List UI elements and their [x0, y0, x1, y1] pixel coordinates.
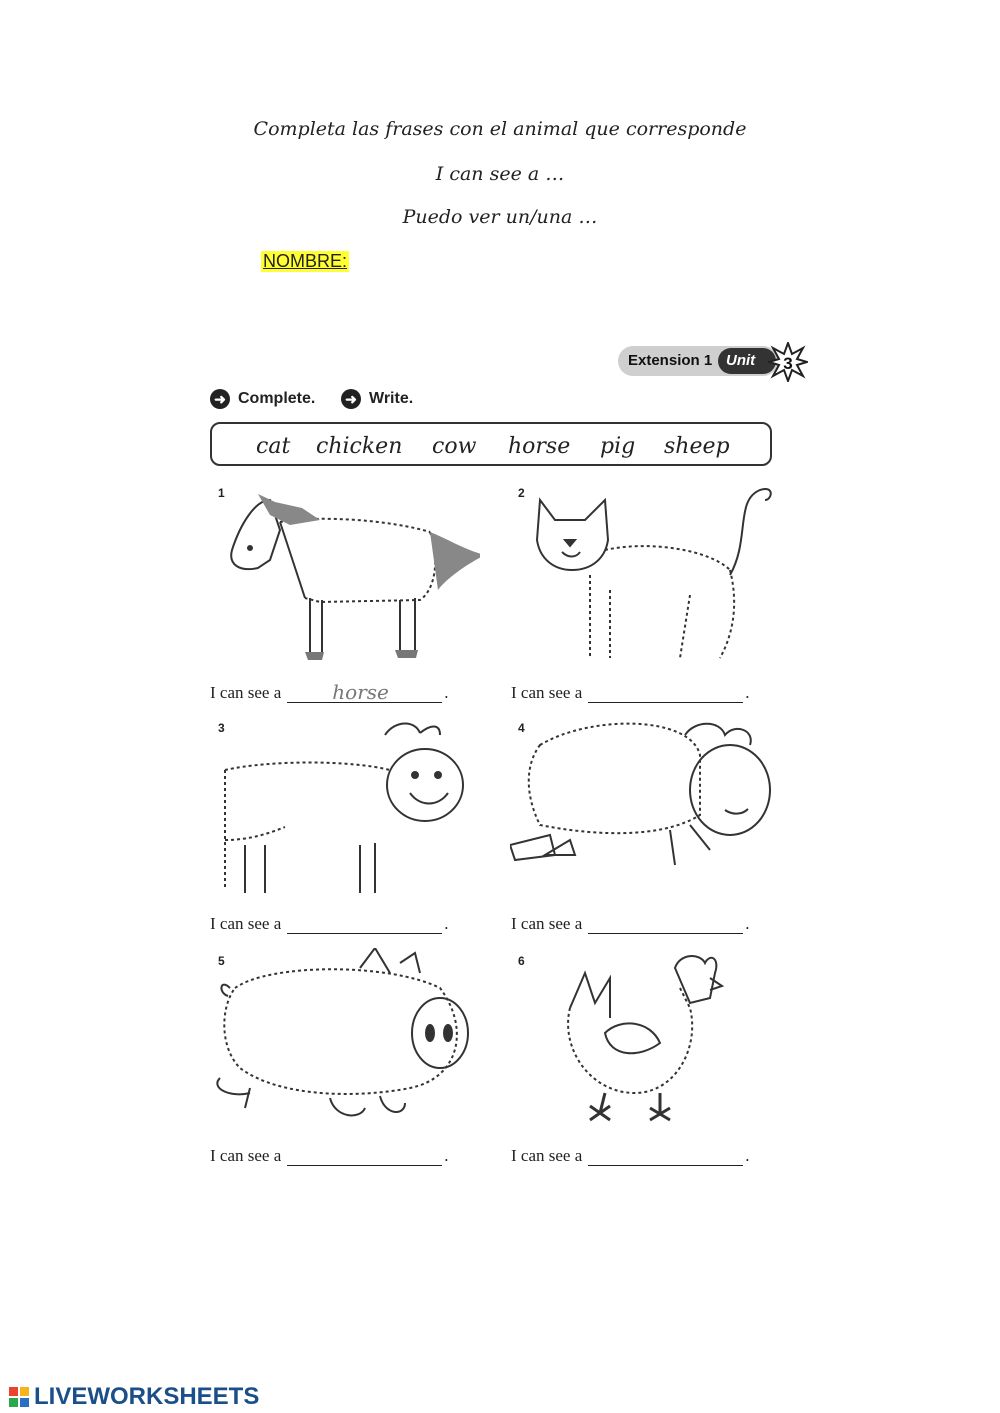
- extension-badge: [618, 342, 808, 382]
- sentence-5: I can see a .: [210, 1146, 449, 1165]
- sentence-6: I can see a .: [511, 1146, 750, 1165]
- exercise-number: 2: [518, 486, 525, 500]
- brand-name: LIVEWORKSHEETS: [34, 1383, 260, 1410]
- unit-label: Unit: [726, 352, 756, 369]
- sentence-4: I can see a .: [511, 914, 750, 933]
- name-label: NOMBRE:: [263, 251, 348, 271]
- word-bank-item: horse: [508, 434, 571, 459]
- exercise-number: 3: [218, 721, 225, 735]
- exercise-1: [210, 480, 480, 680]
- exercise-number: 6: [518, 954, 525, 968]
- horse-icon: [210, 480, 480, 670]
- sentence-3: I can see a .: [210, 914, 449, 933]
- arrow-right-icon: ➜: [210, 389, 230, 409]
- instruction-text: Completa las frases con el animal que corresponde: [253, 118, 747, 140]
- example-sentence-en: I can see a …: [435, 163, 565, 185]
- exercise-2: [510, 480, 780, 680]
- sentence-2: I can see a .: [511, 683, 750, 702]
- liveworksheets-logo-icon: [8, 1385, 32, 1409]
- exercise-4: [510, 715, 780, 915]
- footer-brand: [8, 1383, 259, 1411]
- word-bank: [210, 422, 772, 466]
- chicken-icon: [510, 948, 780, 1138]
- cow-icon: [210, 715, 480, 905]
- answer-blank[interactable]: [287, 1145, 442, 1166]
- complete-instruction: ➜ Complete.: [210, 389, 315, 409]
- unit-number: 3: [783, 354, 793, 373]
- answer-blank[interactable]: [287, 913, 442, 934]
- word-bank-item: cat: [256, 434, 291, 459]
- sentence-1: I can see a horse .: [210, 680, 449, 704]
- exercise-6: [510, 948, 780, 1148]
- write-instruction: ➜ Write.: [341, 389, 413, 409]
- exercise-number: 4: [518, 721, 525, 735]
- star-icon: [768, 342, 808, 382]
- exercise-number: 5: [218, 954, 225, 968]
- arrow-right-icon: ➜: [341, 389, 361, 409]
- exercise-number: 1: [218, 486, 225, 500]
- word-bank-item: cow: [432, 434, 477, 459]
- answer-blank[interactable]: horse: [287, 682, 442, 703]
- word-bank-item: chicken: [316, 434, 403, 459]
- exercise-5: [210, 948, 480, 1148]
- sheep-icon: [510, 715, 780, 905]
- cat-icon: [510, 480, 780, 670]
- extension-label: Extension 1: [628, 352, 713, 369]
- exercise-3: [210, 715, 480, 915]
- example-sentence-es: Puedo ver un/una …: [402, 206, 598, 228]
- answer-blank[interactable]: [588, 682, 743, 703]
- pig-icon: [210, 948, 480, 1138]
- word-bank-item: pig: [600, 434, 636, 459]
- answer-blank[interactable]: [588, 913, 743, 934]
- answer-blank[interactable]: [588, 1145, 743, 1166]
- word-bank-item: sheep: [664, 434, 730, 459]
